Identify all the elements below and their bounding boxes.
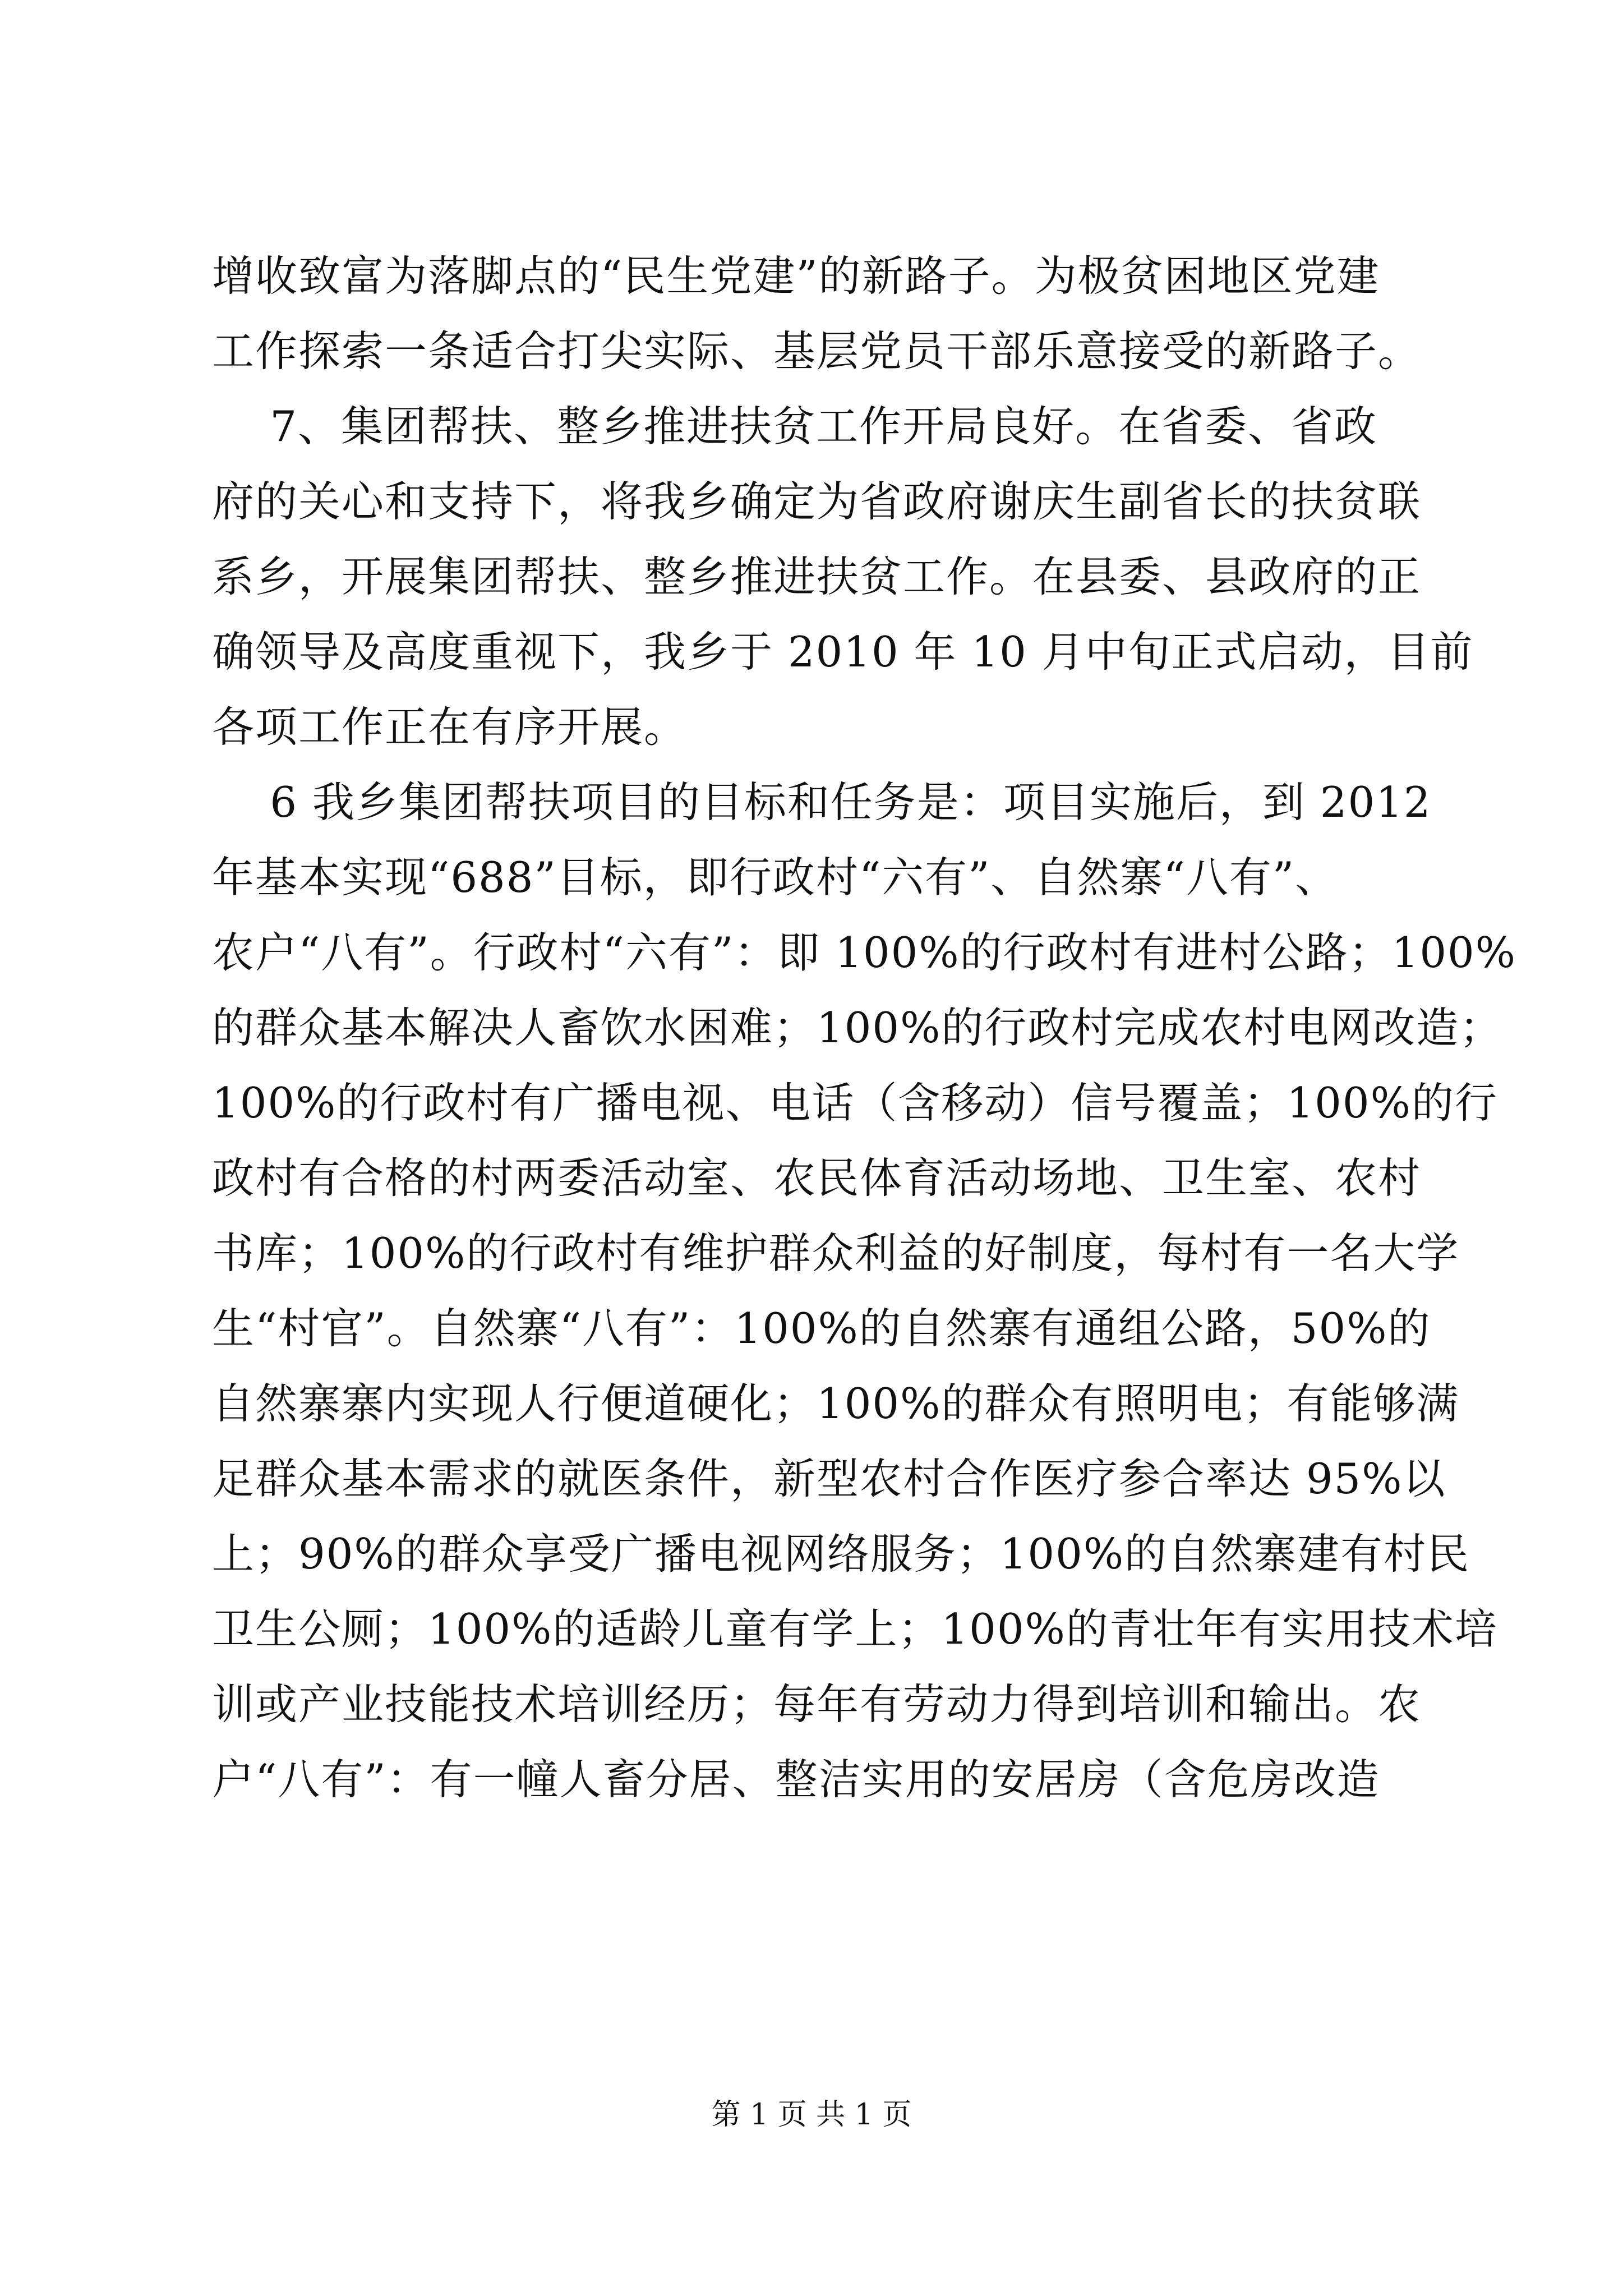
text-line: 增收致富为落脚点的“民生党建”的新路子。为极贫困地区党建 bbox=[212, 251, 1380, 301]
text-line: 上；90%的群众享受广播电视网络服务；100%的自然寨建有村民 bbox=[212, 1529, 1470, 1579]
text-line: 的群众基本解决人畜饮水困难；100%的行政村完成农村电网改造； bbox=[212, 1003, 1503, 1052]
text-line: 书库；100%的行政村有维护群众利益的好制度，每村有一名大学 bbox=[212, 1228, 1460, 1278]
page-footer: 第 1 页 共 1 页 bbox=[711, 2098, 912, 2132]
text-line: 年基本实现“688”目标，即行政村“六有”、自然寨“八有”、 bbox=[212, 853, 1339, 902]
text-line: 自然寨寨内实现人行便道硬化；100%的群众有照明电；有能够满 bbox=[212, 1379, 1460, 1428]
text-line: 100%的行政村有广播电视、电话（含移动）信号覆盖；100%的行 bbox=[212, 1078, 1498, 1128]
text-line: 府的关心和支持下，将我乡确定为省政府谢庆生副省长的扶贫联 bbox=[212, 477, 1422, 526]
text-line: 户“八有”：有一幢人畜分居、整洁实用的安居房（含危房改造 bbox=[212, 1755, 1380, 1804]
text-line: 各项工作正在有序开展。 bbox=[212, 702, 688, 752]
text-line: 训或产业技能技术培训经历；每年有劳动力得到培训和输出。农 bbox=[212, 1680, 1422, 1729]
text-line: 工作探索一条适合打尖实际、基层党员干部乐意接受的新路子。 bbox=[212, 326, 1422, 376]
text-line: 足群众基本需求的就医条件，新型农村合作医疗参合率达 95%以 bbox=[212, 1454, 1446, 1503]
text-line: 政村有合格的村两委活动室、农民体育活动场地、卫生室、农村 bbox=[212, 1153, 1422, 1203]
text-line: 7、集团帮扶、整乡推进扶贫工作开局良好。在省委、省政 bbox=[212, 402, 1378, 451]
text-line: 6 我乡集团帮扶项目的目标和任务是：项目实施后，到 2012 bbox=[212, 777, 1432, 827]
text-line: 卫生公厕；100%的适龄儿童有学上；100%的青壮年有实用技术培 bbox=[212, 1604, 1498, 1654]
text-line: 农户“八有”。行政村“六有”：即 100%的行政村有进村公路；100% bbox=[212, 928, 1517, 977]
text-line: 确领导及高度重视下，我乡于 2010 年 10 月中旬正式启动，目前 bbox=[212, 627, 1474, 677]
text-line: 系乡，开展集团帮扶、整乡推进扶贫工作。在县委、县政府的正 bbox=[212, 552, 1422, 601]
text-line: 生“村官”。自然寨“八有”：100%的自然寨有通组公路，50%的 bbox=[212, 1304, 1431, 1353]
